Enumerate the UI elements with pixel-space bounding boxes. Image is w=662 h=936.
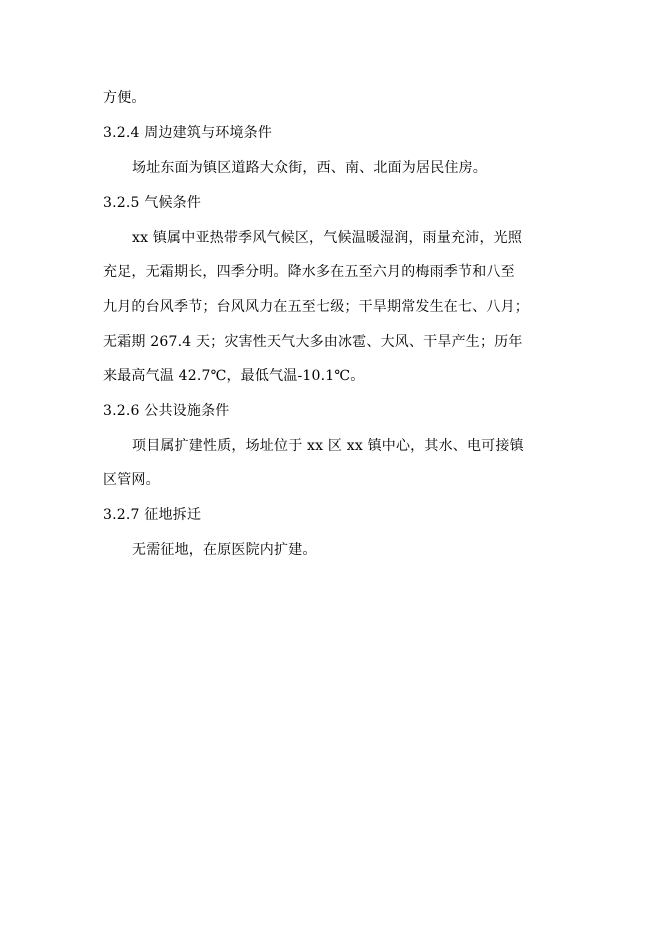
paragraph-line: 区管网。 <box>103 472 160 488</box>
paragraph-line: 充足，无霜期长，四季分明。降水多在五至六月的梅雨季节和八至 <box>103 264 515 280</box>
paragraph-line: 九月的台风季节；台风风力在五至七级；干旱期常发生在七、八月； <box>103 299 529 315</box>
paragraph-line: 项目属扩建性质，场址位于 xx 区 xx 镇中心，其水、电可接镇 <box>132 438 524 454</box>
continued-text: 方便。 <box>103 90 146 106</box>
paragraph-line: 无霜期 267.4 天；灾害性天气大多由冰雹、大风、干旱产生；历年 <box>103 334 523 350</box>
paragraph-line: xx 镇属中亚热带季风气候区，气候温暖湿润，雨量充沛，光照 <box>132 230 523 246</box>
paragraph-line: 无需征地，在原医院内扩建。 <box>132 542 317 558</box>
paragraph-line: 场址东面为镇区道路大众街，西、南、北面为居民住房。 <box>132 160 487 176</box>
section-heading-surroundings: 3.2.4 周边建筑与环境条件 <box>103 125 273 141</box>
section-heading-public-facilities: 3.2.6 公共设施条件 <box>103 403 230 419</box>
paragraph-line: 来最高气温 42.7℃，最低气温-10.1℃。 <box>103 368 365 384</box>
section-heading-climate: 3.2.5 气候条件 <box>103 195 202 211</box>
section-heading-land-acquisition: 3.2.7 征地拆迁 <box>103 507 202 523</box>
